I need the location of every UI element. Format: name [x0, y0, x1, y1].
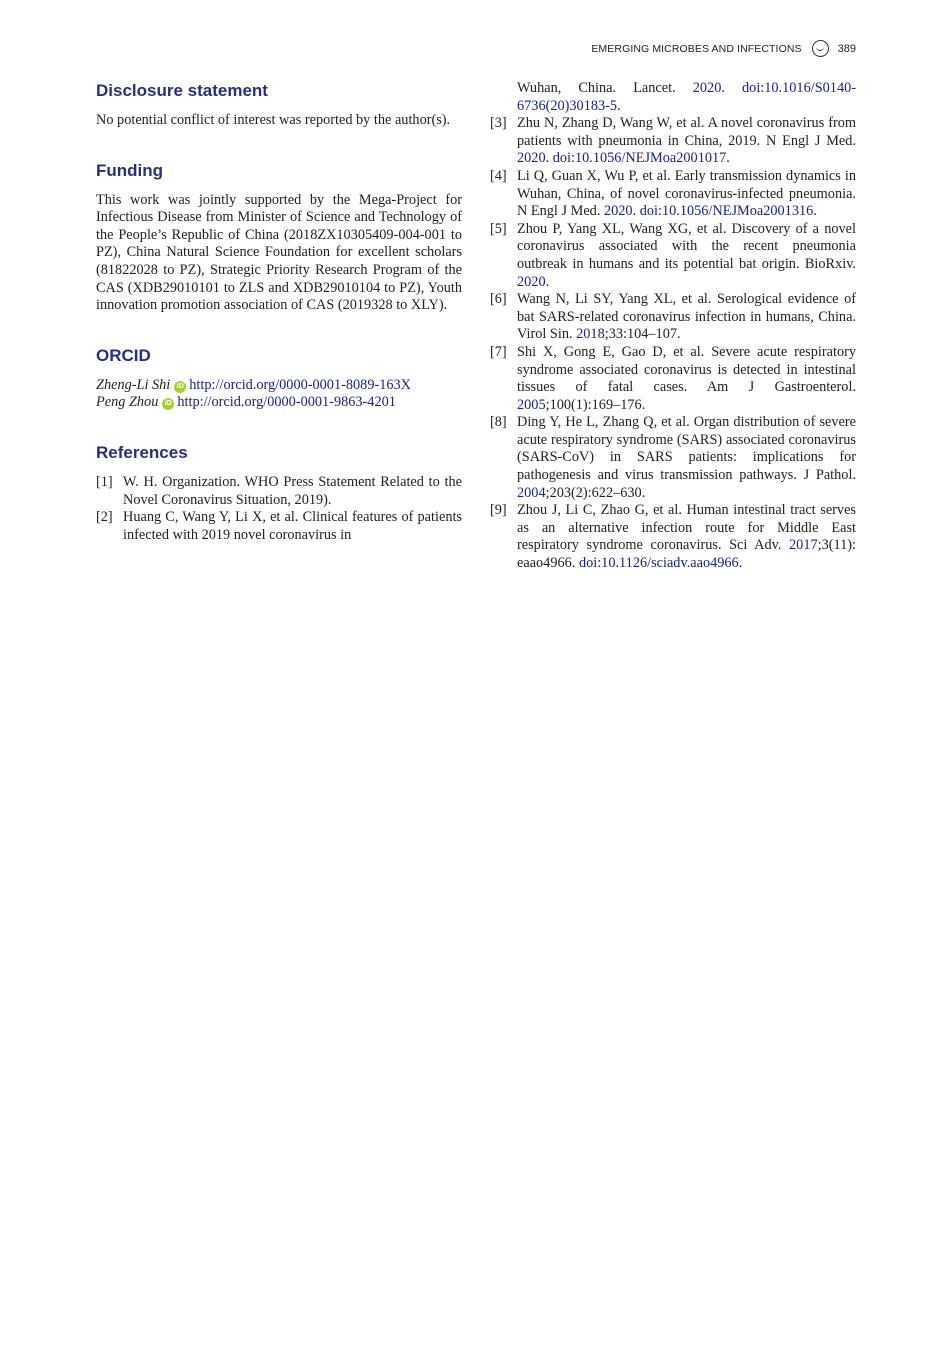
reference-text: Li Q, Guan X, Wu P, et al. Early transmission dynamics in Wuhan, China, of novel coronavirus-infected pneumonia. N Engl J Med. — [517, 167, 856, 220]
reference-number: [4] — [490, 167, 507, 184]
reference-year-link[interactable]: 2018 — [576, 326, 605, 343]
running-head — [591, 40, 856, 57]
reference-text: Wang N, Li SY, Yang XL, et al. Serological evidence of bat SARS-related coronavirus infection in humans, China. Virol Sin. — [517, 291, 856, 343]
reference-year-link[interactable]: 2020 — [603, 203, 633, 220]
reference-number: [8] — [490, 414, 507, 431]
journal-name: EMERGING MICROBES AND INFECTIONS — [591, 42, 802, 55]
reference-doi-link[interactable]: doi:10.1056/NEJMoa2001316 — [639, 203, 814, 220]
reference-number: [7] — [490, 343, 507, 360]
reference-number: [3] — [490, 115, 507, 132]
orcid-author-name: Peng Zhou — [96, 394, 159, 411]
reference-item-continued: Wuhan, China. Lancet. 2020. doi:10.1016/S0140-6736(20)30183-5. — [517, 80, 856, 114]
reference-doi-link[interactable]: doi:10.1056/NEJMoa2001017 — [552, 150, 727, 167]
references-heading: References — [96, 442, 188, 462]
orcid-heading: ORCID — [96, 345, 151, 365]
reference-number: [5] — [490, 220, 507, 237]
reference-item — [96, 474, 462, 509]
left-column — [96, 80, 462, 574]
reference-year-link[interactable]: 2017 — [789, 537, 818, 554]
orcid-link[interactable]: http://orcid.org/0000-0001-8089-163X — [189, 376, 411, 393]
funding-heading: Funding — [96, 160, 164, 180]
reference-citation-tail: ;3(11): eaao4966. — [517, 537, 856, 572]
reference-text: Wuhan, China. Lancet. — [517, 80, 693, 96]
funding-section — [96, 160, 462, 315]
reference-number: [2] — [96, 509, 113, 526]
reference-citation-tail: ;33:104–107. — [604, 326, 681, 343]
disclosure-heading: Disclosure statement — [96, 81, 268, 100]
reference-item — [490, 414, 856, 502]
journal-logo-icon — [812, 40, 829, 57]
reference-text: Huang C, Wang Y, Li X, et al. Clinical features of patients infected with 2019 novel coronavirus in — [123, 509, 462, 543]
orcid-icon: iD — [162, 398, 174, 410]
reference-item: [3] Zhu N, Zhang D, Wang W, et al. A novel coronavirus from patients with pneumonia in China, 2019. N Engl J Med. 2020. doi:10.1056/NEJMoa2001017. — [490, 115, 856, 167]
reference-item: [4] Li Q, Guan X, Wu P, et al. Early transmission dynamics in Wuhan, China, of novel coronavirus-infected pneumonia. N Engl J Med. 2020. doi:10.1056/NEJMoa2001316. — [490, 167, 856, 220]
reference-year-link[interactable]: 2020 — [517, 273, 546, 290]
reference-year-link[interactable]: 2020 — [517, 150, 546, 167]
reference-year-link[interactable]: 2005 — [517, 396, 546, 413]
page-number: 389 — [837, 42, 856, 55]
reference-doi-link[interactable]: doi:10.1016/S0140-6736(20)30183-5 — [517, 80, 856, 114]
reference-item: [5] Zhou P, Yang XL, Wang XG, et al. Discovery of a novel coronavirus associated with the recent pneumonia outbreak in humans and its potential bat origin. BioRxiv. 2020. — [490, 220, 856, 290]
reference-number: [1] — [96, 473, 113, 490]
reference-year-link[interactable]: 2004 — [517, 484, 546, 501]
reference-citation-tail: ;100(1):169–176. — [545, 396, 646, 413]
orcid-link[interactable]: http://orcid.org/0000-0001-9863-4201 — [177, 394, 396, 411]
reference-text: Ding Y, He L, Zhang Q, et al. Organ distribution of severe acute respiratory syndrome (SARS) associated coronavirus (SARS-CoV) in SARS patients: implications for pathogenesis and virus transmission pathways. J Pathol. — [517, 414, 856, 484]
reference-text: Zhu N, Zhang D, Wang W, et al. A novel coronavirus from patients with pneumonia in China, 2019. N Engl J Med. — [517, 115, 856, 149]
disclosure-text: No potential conflict of interest was reported by the author(s). — [96, 112, 451, 128]
reference-item: [9] Zhou J, Li C, Zhao G, et al. Human intestinal tract serves as an alternative infection route for Middle East respiratory syndrome coronavirus. Sci Adv. 2017;3(11): eaao4966. doi:10.1126/sciadv.aao4966. — [490, 502, 856, 572]
reference-citation-tail: ;203(2):622–630. — [545, 484, 646, 501]
reference-item — [96, 509, 462, 544]
orcid-author-name: Zheng-Li Shi — [96, 376, 171, 393]
orcid-entry — [96, 377, 462, 395]
right-column — [490, 80, 856, 573]
funding-text: This work was jointly supported by the Mega-Project for Infectious Disease from Minister of Science and Technology of the People’s Republic of China (2018ZX10305409-004-001 to PZ), China Natural Science Foundation for excellent scholars (81822028 to PZ), Strategic Priority Research Program of the CAS (XDB29010101 to ZLS and XDB29010104 to PZ), Youth innovation promotion association of CAS (2019328 to XLY). — [96, 191, 462, 314]
references-section — [96, 442, 462, 544]
orcid-entry — [96, 394, 462, 412]
orcid-icon: iD — [174, 381, 186, 393]
reference-number: [6] — [490, 291, 507, 308]
reference-number: [9] — [490, 502, 507, 519]
reference-doi-link[interactable]: doi:10.1126/sciadv.aao4966 — [578, 555, 739, 572]
disclosure-section — [96, 80, 462, 130]
reference-item — [490, 291, 856, 344]
reference-text: W. H. Organization. WHO Press Statement Related to the Novel Coronavirus Situation, 2019). — [123, 473, 462, 508]
orcid-section — [96, 345, 462, 412]
reference-text: Zhou P, Yang XL, Wang XG, et al. Discovery of a novel coronavirus associated with the recent pneumonia outbreak in humans and its potential bat origin. BioRxiv. — [517, 220, 856, 272]
reference-text: Shi X, Gong E, Gao D, et al. Severe acute respiratory syndrome associated coronavirus is detected in intestinal tissues of fatal cases. Am J Gastroenterol. — [517, 343, 856, 396]
reference-year-link[interactable]: 2020 — [692, 80, 722, 96]
reference-item — [490, 344, 856, 414]
reference-text: Zhou J, Li C, Zhao G, et al. Human intestinal tract serves as an alternative infection route for Middle East respiratory syndrome coronavirus. Sci Adv. — [517, 502, 856, 554]
